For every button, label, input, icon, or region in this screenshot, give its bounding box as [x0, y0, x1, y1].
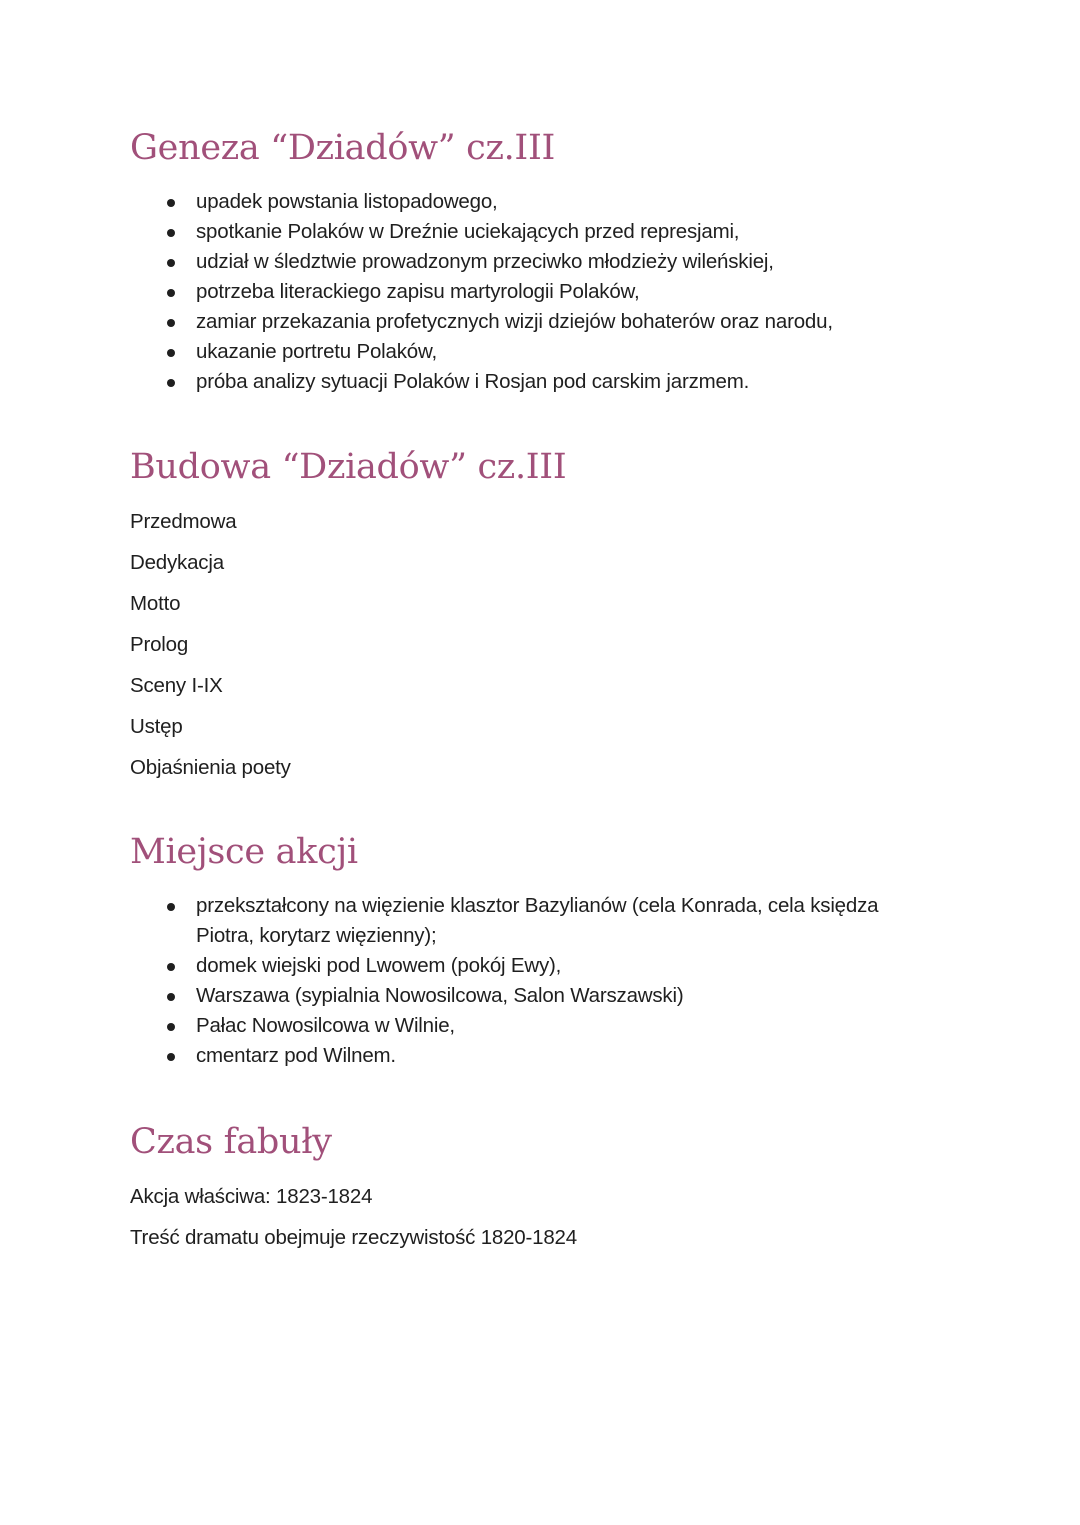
bullet-icon [167, 903, 175, 911]
list-item-text: potrzeba literackiego zapisu martyrologii Polaków, [196, 280, 640, 303]
list-item-text: zamiar przekazania profetycznych wizji dziejów bohaterów oraz narodu, [196, 310, 833, 333]
list-item-text: Pałac Nowosilcowa w Wilnie, [196, 1014, 455, 1037]
list-item: Prolog [130, 633, 189, 656]
bullet-icon [167, 379, 175, 387]
list-item [130, 307, 930, 337]
list-item: Motto [130, 592, 181, 615]
list-item: Sceny I-IX [130, 674, 223, 697]
list-item: Dedykacja [130, 551, 224, 574]
list-item [130, 951, 930, 981]
list-item [130, 337, 930, 367]
list-item: Treść dramatu obejmuje rzeczywistość 1820-1824 [130, 1226, 577, 1249]
list-item: Przedmowa [130, 510, 237, 533]
list-item [130, 277, 930, 307]
bullet-icon [167, 199, 175, 207]
list-item [130, 1041, 930, 1071]
miejsce-list [130, 891, 930, 1071]
list-item-text: Warszawa (sypialnia Nowosilcowa, Salon Warszawski) [196, 984, 684, 1007]
bullet-icon [167, 229, 175, 237]
list-item-text: próba analizy sytuacji Polaków i Rosjan pod carskim jarzmem. [196, 370, 750, 393]
list-item [130, 187, 930, 217]
czas-heading: Czas fabuły [130, 1122, 332, 1162]
list-item [130, 891, 930, 951]
list-item [130, 1011, 930, 1041]
bullet-icon [167, 963, 175, 971]
list-item: Objaśnienia poety [130, 756, 291, 779]
bullet-icon [167, 1023, 175, 1031]
list-item: Ustęp [130, 715, 183, 738]
list-item [130, 981, 930, 1011]
list-item [130, 247, 930, 277]
bullet-icon [167, 319, 175, 327]
miejsce-heading: Miejsce akcji [130, 832, 358, 872]
czas-list [130, 1176, 577, 1258]
bullet-icon [167, 289, 175, 297]
list-item-text: ukazanie portretu Polaków, [196, 340, 437, 363]
bullet-icon [167, 349, 175, 357]
list-item-text: przekształcony na więzienie klasztor Bazylianów (cela Konrada, cela księdza Piotra, korytarz więzienny); [196, 894, 879, 947]
list-item-text: upadek powstania listopadowego, [196, 190, 498, 213]
list-item-text: spotkanie Polaków w Dreźnie uciekających przed represjami, [196, 220, 740, 243]
list-item: Akcja właściwa: 1823-1824 [130, 1185, 373, 1208]
geneza-list [130, 187, 930, 397]
list-item-text: domek wiejski pod Lwowem (pokój Ewy), [196, 954, 562, 977]
bullet-icon [167, 259, 175, 267]
bullet-icon [167, 993, 175, 1001]
list-item-text: udział w śledztwie prowadzonym przeciwko młodzieży wileńskiej, [196, 250, 774, 273]
budowa-list [130, 501, 291, 788]
geneza-heading: Geneza “Dziadów” cz.III [130, 128, 556, 168]
list-item [130, 217, 930, 247]
budowa-heading: Budowa “Dziadów” cz.III [130, 447, 567, 487]
bullet-icon [167, 1053, 175, 1061]
list-item [130, 367, 930, 397]
list-item-text: cmentarz pod Wilnem. [196, 1044, 396, 1067]
